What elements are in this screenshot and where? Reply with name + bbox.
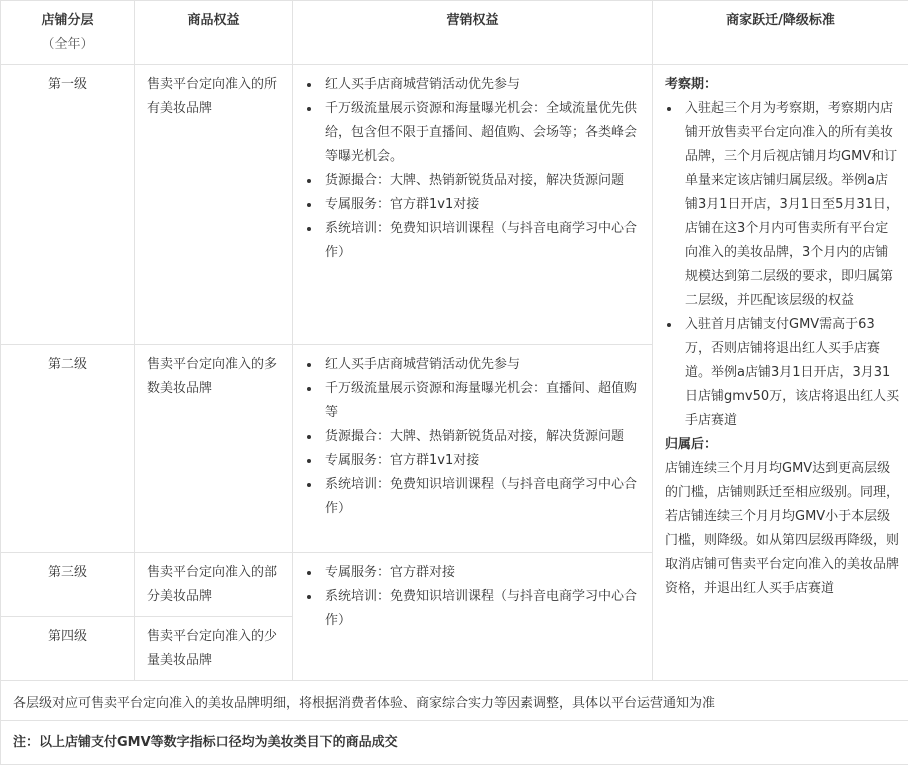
list-item: 系统培训：免费知识培训课程（与抖音电商学习中心合作） xyxy=(305,217,642,265)
tier-name: 第三级 xyxy=(1,553,135,617)
footnote-row xyxy=(1,721,908,765)
tier-name: 第四级 xyxy=(1,617,135,681)
tier-goods: 售卖平台定向准入的多数美妆品牌 xyxy=(135,345,293,553)
after-label: 归属后： xyxy=(665,437,718,452)
tier-goods: 售卖平台定向准入的少量美妆品牌 xyxy=(135,617,293,681)
list-item: 千万级流量展示资源和海量曝光机会：全域流量优先供给，包含但不限于直播间、超值购、会场等；各类峰会等曝光机会。 xyxy=(305,97,642,169)
tier-name: 第一级 xyxy=(1,65,135,345)
after-text: 店铺连续三个月月均GMV达到更高层级的门槛，店铺则跃迁至相应级别。同理，若店铺连续三个月月均GMV小于本层级门槛，则降级。如从第四层级再降级，则取消店铺可售卖平台定向准入的美妆品牌资格，并退出红人买手店赛道 xyxy=(665,461,900,596)
marketing-list xyxy=(305,561,642,633)
marketing-list xyxy=(305,73,642,265)
list-item: 货源撮合：大牌、热销新锐货品对接，解决货源问题 xyxy=(305,425,642,449)
probation-label: 考察期： xyxy=(665,77,718,92)
header-goods: 商品权益 xyxy=(135,1,293,65)
list-item: 入驻起三个月为考察期，考察期内店铺开放售卖平台定向准入的所有美妆品牌，三个月后视店铺月均GMV和订单量来定该店铺归属层级。举例a店铺3月1日开店，3月1日至5月31日，店铺在这3个月内可售卖所有平台定向准入的美妆品牌，3个月内的店铺规模达到第二层级的要求，即归属第二层级，并匹配该层级的权益 xyxy=(665,97,900,313)
header-criteria: 商家跃迁/降级标准 xyxy=(653,1,908,65)
list-item: 红人买手店商城营销活动优先参与 xyxy=(305,73,642,97)
tier-marketing xyxy=(293,345,653,553)
header-tier xyxy=(1,1,135,65)
tier-goods: 售卖平台定向准入的所有美妆品牌 xyxy=(135,65,293,345)
adjustment-note: 各层级对应可售卖平台定向准入的美妆品牌明细，将根据消费者体验、商家综合实力等因素调整，具体以平台运营通知为准 xyxy=(1,681,908,721)
tier-marketing xyxy=(293,553,653,681)
gmv-footnote: 注：以上店铺支付GMV等数字指标口径均为美妆类目下的商品成交 xyxy=(1,721,908,765)
list-item: 专属服务：官方群1v1对接 xyxy=(305,193,642,217)
list-item: 千万级流量展示资源和海量曝光机会：直播间、超值购等 xyxy=(305,377,642,425)
list-item: 货源撮合：大牌、热销新锐货品对接，解决货源问题 xyxy=(305,169,642,193)
header-tier-label: 店铺分层 xyxy=(41,13,94,28)
list-item: 专属服务：官方群对接 xyxy=(305,561,642,585)
list-item: 系统培训：免费知识培训课程（与抖音电商学习中心合作） xyxy=(305,473,642,521)
tier-goods: 售卖平台定向准入的部分美妆品牌 xyxy=(135,553,293,617)
list-item: 系统培训：免费知识培训课程（与抖音电商学习中心合作） xyxy=(305,585,642,633)
header-marketing: 营销权益 xyxy=(293,1,653,65)
probation-list xyxy=(665,97,900,433)
header-row xyxy=(1,1,908,65)
list-item: 入驻首月店铺支付GMV需高于63万，否则店铺将退出红人买手店赛道。举例a店铺3月1日开店，3月31日店铺gmv50万，该店将退出红人买手店赛道 xyxy=(665,313,900,433)
criteria-cell xyxy=(653,65,908,681)
list-item: 红人买手店商城营销活动优先参与 xyxy=(305,353,642,377)
marketing-list xyxy=(305,353,642,521)
header-tier-sub: （全年） xyxy=(41,37,94,52)
tier-row-1 xyxy=(1,65,908,345)
note-row xyxy=(1,681,908,721)
list-item: 专属服务：官方群1v1对接 xyxy=(305,449,642,473)
tier-marketing xyxy=(293,65,653,345)
tier-name: 第二级 xyxy=(1,345,135,553)
